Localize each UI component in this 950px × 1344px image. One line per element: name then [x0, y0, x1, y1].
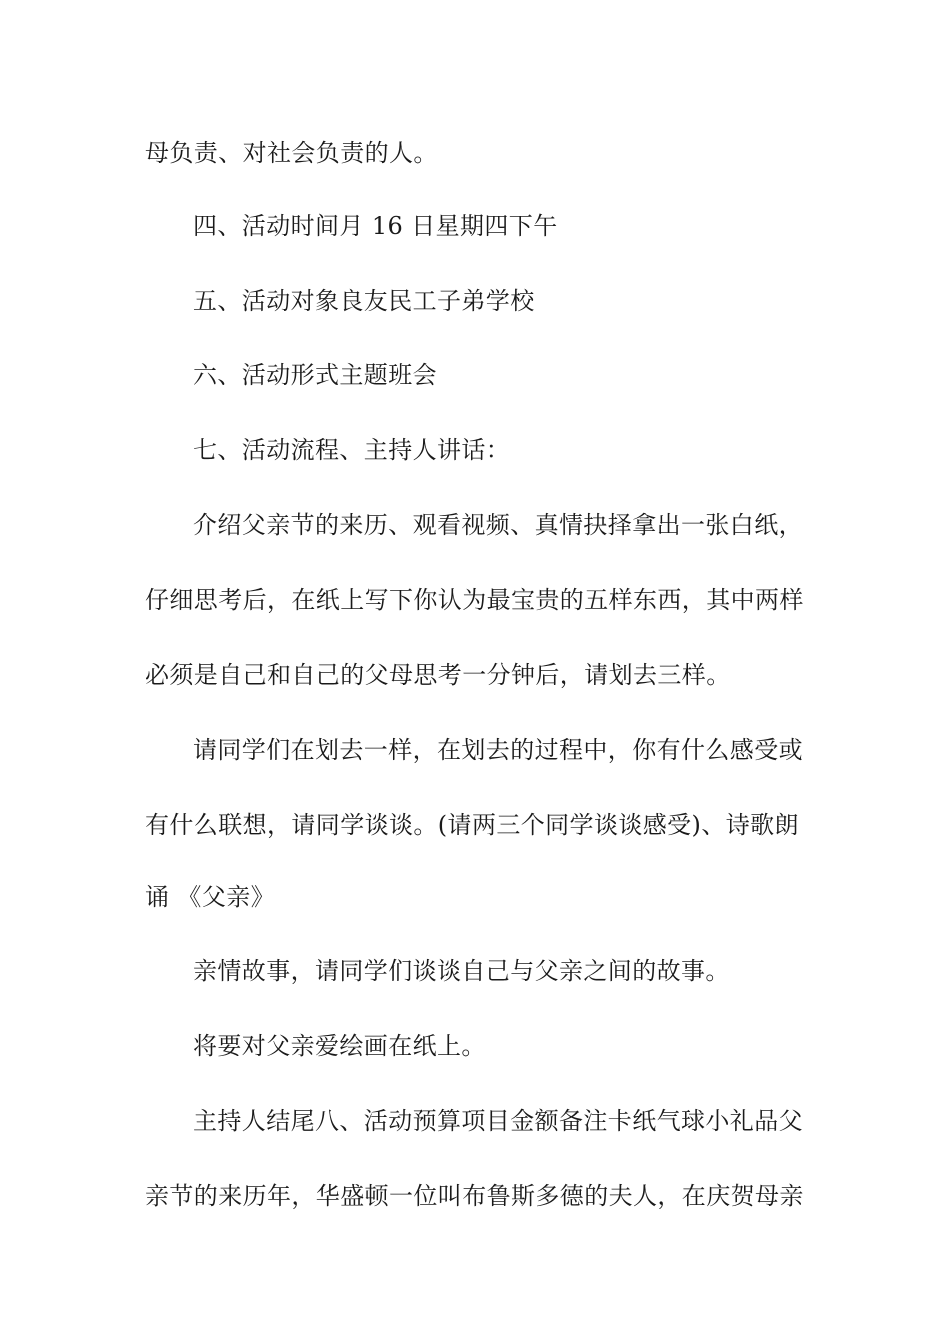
- section-five-audience: 五、活动对象良友民工子弟学校: [193, 287, 535, 315]
- body-text-line: 母负责、对社会负责的人。: [145, 139, 438, 167]
- paragraph-line: 亲情故事，请同学们谈谈自己与父亲之间的故事。: [193, 957, 730, 985]
- paragraph-line: 亲节的来历年，华盛顿一位叫布鲁斯多德的夫人，在庆贺母亲: [145, 1182, 804, 1210]
- paragraph-line: 将要对父亲爱绘画在纸上。: [193, 1032, 486, 1060]
- paragraph-line: 主持人结尾八、活动预算项目金额备注卡纸气球小礼品父: [193, 1107, 803, 1135]
- paragraph-line: 诵 《父亲》: [145, 883, 276, 911]
- paragraph-line: 仔细思考后，在纸上写下你认为最宝贵的五样东西，其中两样: [145, 586, 804, 614]
- paragraph-line: 请同学们在划去一样，在划去的过程中，你有什么感受或: [193, 736, 803, 764]
- section-six-format: 六、活动形式主题班会: [193, 361, 437, 389]
- paragraph-line: 有什么联想，请同学谈谈。(请两三个同学谈谈感受)、诗歌朗: [145, 811, 799, 839]
- paragraph-line: 必须是自己和自己的父母思考一分钟后，请划去三样。: [145, 661, 731, 689]
- section-seven-process: 七、活动流程、主持人讲话：: [193, 436, 511, 464]
- paragraph-line: 介绍父亲节的来历、观看视频、真情抉择拿出一张白纸，: [193, 511, 803, 539]
- section-four-time: 四、活动时间月 16 日星期四下午: [193, 212, 558, 240]
